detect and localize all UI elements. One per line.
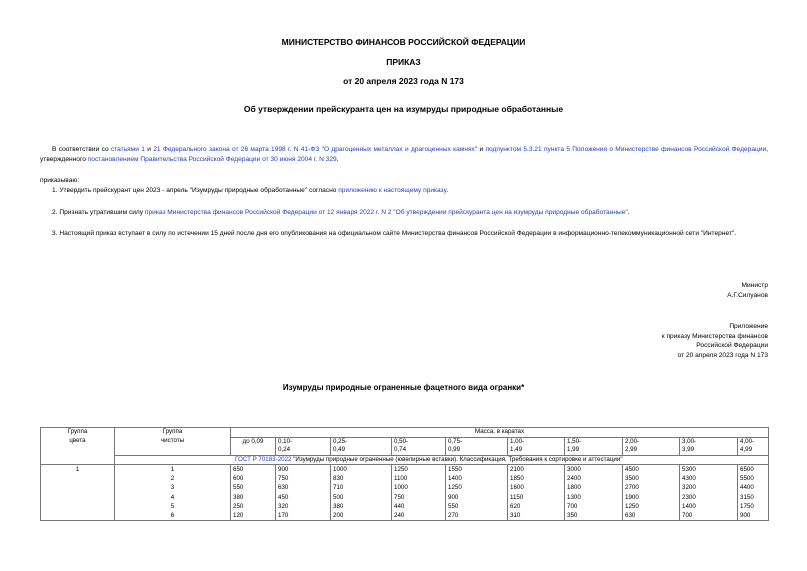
purity-group-cell: 5 (115, 502, 231, 511)
preamble-text-3: и (477, 146, 486, 153)
table-row (41, 483, 769, 492)
price-cell: 1600 (508, 483, 565, 492)
item1-end: . (446, 187, 449, 194)
price-cell: 2300 (680, 493, 738, 502)
mass-range-header: 0,25- 0,49 (331, 437, 392, 455)
table-row (41, 474, 769, 483)
price-cell: 440 (392, 502, 446, 511)
price-cell: 380 (231, 493, 276, 502)
color-group-cell: 1 (41, 465, 115, 475)
item1-text: 1. Утвердить прейскурант цен 2023 - апрель "Изумруды природные обработанные" согласно (52, 187, 339, 194)
header-color-group-2: цвета (41, 437, 115, 455)
gost-description: "Изумруды природные ограненные (ювелирные вставки). Классификация. Требования к сортировке и аттестации" (291, 455, 623, 463)
link-gost[interactable]: ГОСТ Р 70183-2022 (235, 455, 292, 463)
mass-range-header: 2,00- 2,99 (623, 437, 680, 455)
doc-type-heading: ПРИКАЗ (386, 57, 421, 67)
mass-range-header: 0,50- 0,74 (392, 437, 446, 455)
price-cell: 120 (231, 511, 276, 521)
color-group-cell (41, 493, 115, 502)
doc-date-number: от 20 апреля 2023 года N 173 (343, 76, 464, 86)
color-group-cell (41, 483, 115, 492)
price-cell: 4500 (623, 465, 680, 475)
price-cell: 1250 (392, 465, 446, 475)
purity-group-cell: 4 (115, 493, 231, 502)
price-cell: 3000 (565, 465, 623, 475)
price-cell: 1550 (446, 465, 508, 475)
price-cell: 4300 (680, 474, 738, 483)
table-row (41, 465, 769, 475)
price-cell: 2400 (565, 474, 623, 483)
order-word: приказываю: (40, 177, 80, 184)
price-cell: 200 (331, 511, 392, 521)
doc-title: Об утверждении прейскуранта цен на изумруды природные обработанные (243, 104, 564, 114)
signature-block (727, 281, 768, 300)
link-appendix[interactable]: приложению к настоящему приказу (338, 187, 447, 194)
appendix-line-2: к приказу Министерства финансов (661, 332, 768, 340)
price-cell: 1400 (680, 502, 738, 511)
mass-range-header: 0,75- 0,99 (446, 437, 508, 455)
header-color-group: Группа (41, 428, 115, 438)
appendix-line-4: от 20 апреля 2023 года N 173 (677, 351, 768, 359)
purity-group-cell: 2 (115, 474, 231, 483)
preamble-text-2: и (144, 146, 154, 153)
order-item-2 (40, 208, 768, 218)
appendix-block (662, 322, 768, 360)
price-cell: 1250 (623, 502, 680, 511)
price-cell: 900 (738, 511, 769, 521)
price-cell: 900 (276, 465, 331, 475)
price-cell: 1750 (738, 502, 769, 511)
order-item-1 (40, 186, 768, 196)
price-cell: 310 (508, 511, 565, 521)
price-cell: 620 (508, 502, 565, 511)
link-government-decree[interactable]: постановлением Правительства Российской Федерации от 30 июня 2004 г. N 329 (87, 155, 337, 163)
price-cell: 170 (276, 511, 331, 521)
link-federal-law[interactable]: 21 Федерального закона от 26 марта 1998 г. N 41-ФЗ "О драгоценных металлах и драгоценных камнях" (153, 146, 478, 153)
signature-position: Министр (741, 282, 768, 289)
signature-name: А.Г.Силуанов (727, 291, 768, 299)
price-cell: 550 (231, 483, 276, 492)
appendix-line-1: Приложение (729, 323, 768, 330)
price-cell: 830 (331, 474, 392, 483)
price-cell: 1250 (446, 483, 508, 492)
price-cell: 1900 (623, 493, 680, 502)
item2-text: 2. Признать утратившим силу (52, 209, 145, 216)
color-group-cell (41, 474, 115, 483)
price-cell: 1000 (331, 465, 392, 475)
price-cell: 500 (331, 493, 392, 502)
purity-group-cell: 3 (115, 483, 231, 492)
price-cell: 350 (565, 511, 623, 521)
header-mass: Масса, в каратах (231, 428, 769, 438)
link-articles[interactable]: статьями 1 (110, 146, 145, 153)
preamble-paragraph (40, 145, 768, 164)
price-cell: 250 (231, 502, 276, 511)
table-row (41, 502, 769, 511)
price-cell: 1850 (508, 474, 565, 483)
item2-end: . (627, 209, 630, 216)
price-cell: 3200 (680, 483, 738, 492)
price-table (40, 427, 769, 521)
mass-range-header: 4,00- 4,99 (738, 437, 769, 455)
price-cell: 1800 (565, 483, 623, 492)
table-row (41, 493, 769, 502)
link-regulation[interactable]: подпунктом 5.3.21 пункта 5 Положения о Министерстве финансов Российской Федерации (485, 146, 767, 153)
purity-group-cell: 6 (115, 511, 231, 521)
appendix-line-3: Российской Федерации (696, 342, 768, 350)
price-cell: 630 (623, 511, 680, 521)
price-cell: 900 (446, 493, 508, 502)
mass-range-header: 1,00- 1,49 (508, 437, 565, 455)
price-cell: 1000 (392, 483, 446, 492)
table-row (41, 511, 769, 521)
color-group-cell (41, 511, 115, 521)
header-purity-group: Группа (115, 428, 231, 438)
price-cell: 2700 (623, 483, 680, 492)
price-cell: 6500 (738, 465, 769, 475)
price-cell: 450 (276, 493, 331, 502)
mass-range-header: 3,00- 3,99 (680, 437, 738, 455)
price-cell: 710 (331, 483, 392, 492)
order-item-3: 3. Настоящий приказ вступает в силу по истечении 15 дней после дня его опубликования на официальном сайте Министерства финансов Российской Федерации в информационно-телекоммуникационной сети "Интернет". (52, 230, 737, 237)
purity-group-cell: 1 (115, 465, 231, 475)
ministry-heading: МИНИСТЕРСТВО ФИНАНСОВ РОССИЙСКОЙ ФЕДЕРАЦИИ (281, 37, 526, 47)
mass-range-header: до 0,09 (231, 437, 276, 455)
price-cell: 650 (231, 465, 276, 475)
preamble-text-1: В соответствии со (52, 146, 111, 153)
gost-reference (115, 455, 769, 465)
price-cell: 240 (392, 511, 446, 521)
price-cell: 4400 (738, 483, 769, 492)
price-cell: 700 (680, 511, 738, 521)
table-title: Изумруды природные ограненные фацетного вида огранки* (282, 383, 525, 392)
preamble-text-4: , утвержденного (40, 146, 768, 163)
color-group-cell (41, 502, 115, 511)
price-cell: 380 (331, 502, 392, 511)
price-cell: 3500 (623, 474, 680, 483)
price-cell: 2100 (508, 465, 565, 475)
price-cell: 270 (446, 511, 508, 521)
price-cell: 750 (276, 474, 331, 483)
link-previous-order[interactable]: приказ Министерства финансов Российской Федерации от 12 января 2022 г. N 2 "Об утверждении прейскуранта цен на изумруды природные обработанные" (144, 209, 628, 216)
price-cell: 700 (565, 502, 623, 511)
price-cell: 320 (276, 502, 331, 511)
price-cell: 1300 (565, 493, 623, 502)
mass-range-header: 1,50- 1,99 (565, 437, 623, 455)
price-cell: 1150 (508, 493, 565, 502)
price-cell: 1400 (446, 474, 508, 483)
price-cell: 600 (231, 474, 276, 483)
mass-range-header: 0,10- 0,24 (276, 437, 331, 455)
price-cell: 630 (276, 483, 331, 492)
price-cell: 3150 (738, 493, 769, 502)
price-cell: 5500 (738, 474, 769, 483)
preamble-text-5: , (336, 155, 339, 163)
price-cell: 5300 (680, 465, 738, 475)
price-cell: 550 (446, 502, 508, 511)
price-cell: 750 (392, 493, 446, 502)
price-cell: 1100 (392, 474, 446, 483)
header-purity-group-2: чистоты (115, 437, 231, 455)
